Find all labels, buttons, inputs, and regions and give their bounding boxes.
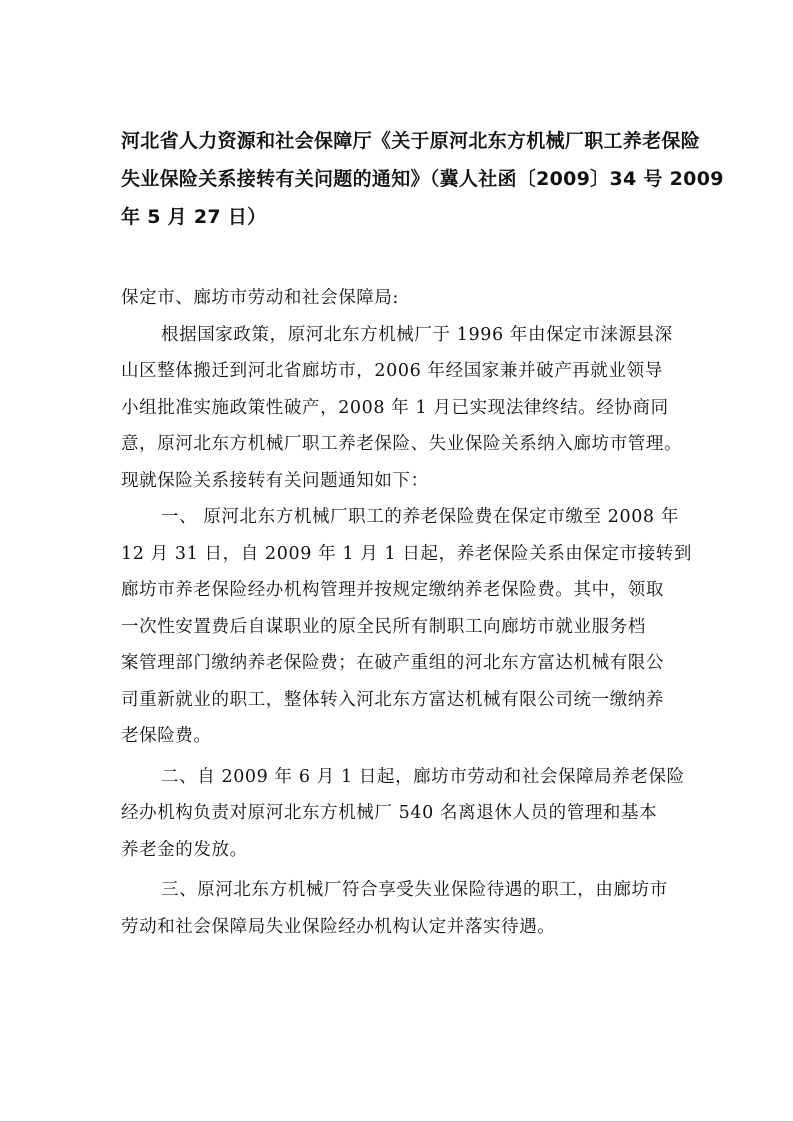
title-line: 河北省人力资源和社会保障厅《关于原河北东方机械厂职工养老保险 <box>121 130 701 152</box>
addressee: 保定市、廊坊市劳动和社会保障局: <box>121 288 399 308</box>
paragraph-line: 劳动和社会保障局失业保险经办机构认定并落实待遇。 <box>121 916 556 937</box>
paragraph-line: 意，原河北东方机械厂职工养老保险、失业保险关系纳入廊坊市管理。 <box>121 434 683 454</box>
paragraph-line: 廊坊市养老保险经办机构管理并按规定缴纳养老保险费。其中，领取 <box>121 580 664 600</box>
paragraph-line: 三、原河北东方机械厂符合享受失业保险待遇的职工，由廊坊市 <box>161 880 668 900</box>
document-title <box>121 122 724 236</box>
paragraph-line: 山区整体搬迁到河北省廊坊市，2006 年经国家兼并破产再就业领导 <box>121 361 663 381</box>
title-line: 年 5 月 27 日） <box>121 206 267 228</box>
paragraph-line: 案管理部门缴纳养老保险费；在破产重组的河北东方富达机械有限公 <box>121 653 664 673</box>
item-2-paragraph <box>121 759 685 869</box>
paragraph-line: 司重新就业的职工，整体转入河北东方富达机械有限公司统一缴纳养 <box>121 689 664 710</box>
document-body <box>121 280 693 945</box>
paragraph-line: 老保险费。 <box>121 726 212 746</box>
paragraph-line: 养老金的发放。 <box>121 839 248 860</box>
item-1-paragraph <box>121 499 693 755</box>
paragraph-line: 根据国家政策，原河北东方机械厂于 1996 年由保定市涞源县深 <box>161 324 673 345</box>
paragraph-line: 小组批准实施政策性破产，2008 年 1 月已实现法律终结。经协商同 <box>121 397 669 418</box>
item-3-paragraph <box>121 872 681 945</box>
paragraph-line: 12 月 31 日，自 2009 年 1 月 1 日起，养老保险关系由保定市接转到 <box>121 543 693 564</box>
paragraph-line: 现就保险关系接转有关问题通知如下： <box>121 470 429 491</box>
paragraph-line: 一、 原河北东方机械厂职工的养老保险费在保定市缴至 2008 年 <box>161 507 679 527</box>
paragraph-line: 一次性安置费后自谋职业的原全民所有制职工向廊坊市就业服务档 <box>121 616 646 637</box>
intro-paragraph <box>121 317 681 500</box>
paragraph-line: 二、自 2009 年 6 月 1 日起，廊坊市劳动和社会保障局养老保险 <box>161 766 685 787</box>
paragraph-line: 经办机构负责对原河北东方机械厂 540 名离退休人员的管理和基本 <box>121 803 658 823</box>
title-line: 失业保险关系接转有关问题的通知》（冀人社函〔2009〕34 号 2009 <box>121 168 724 190</box>
